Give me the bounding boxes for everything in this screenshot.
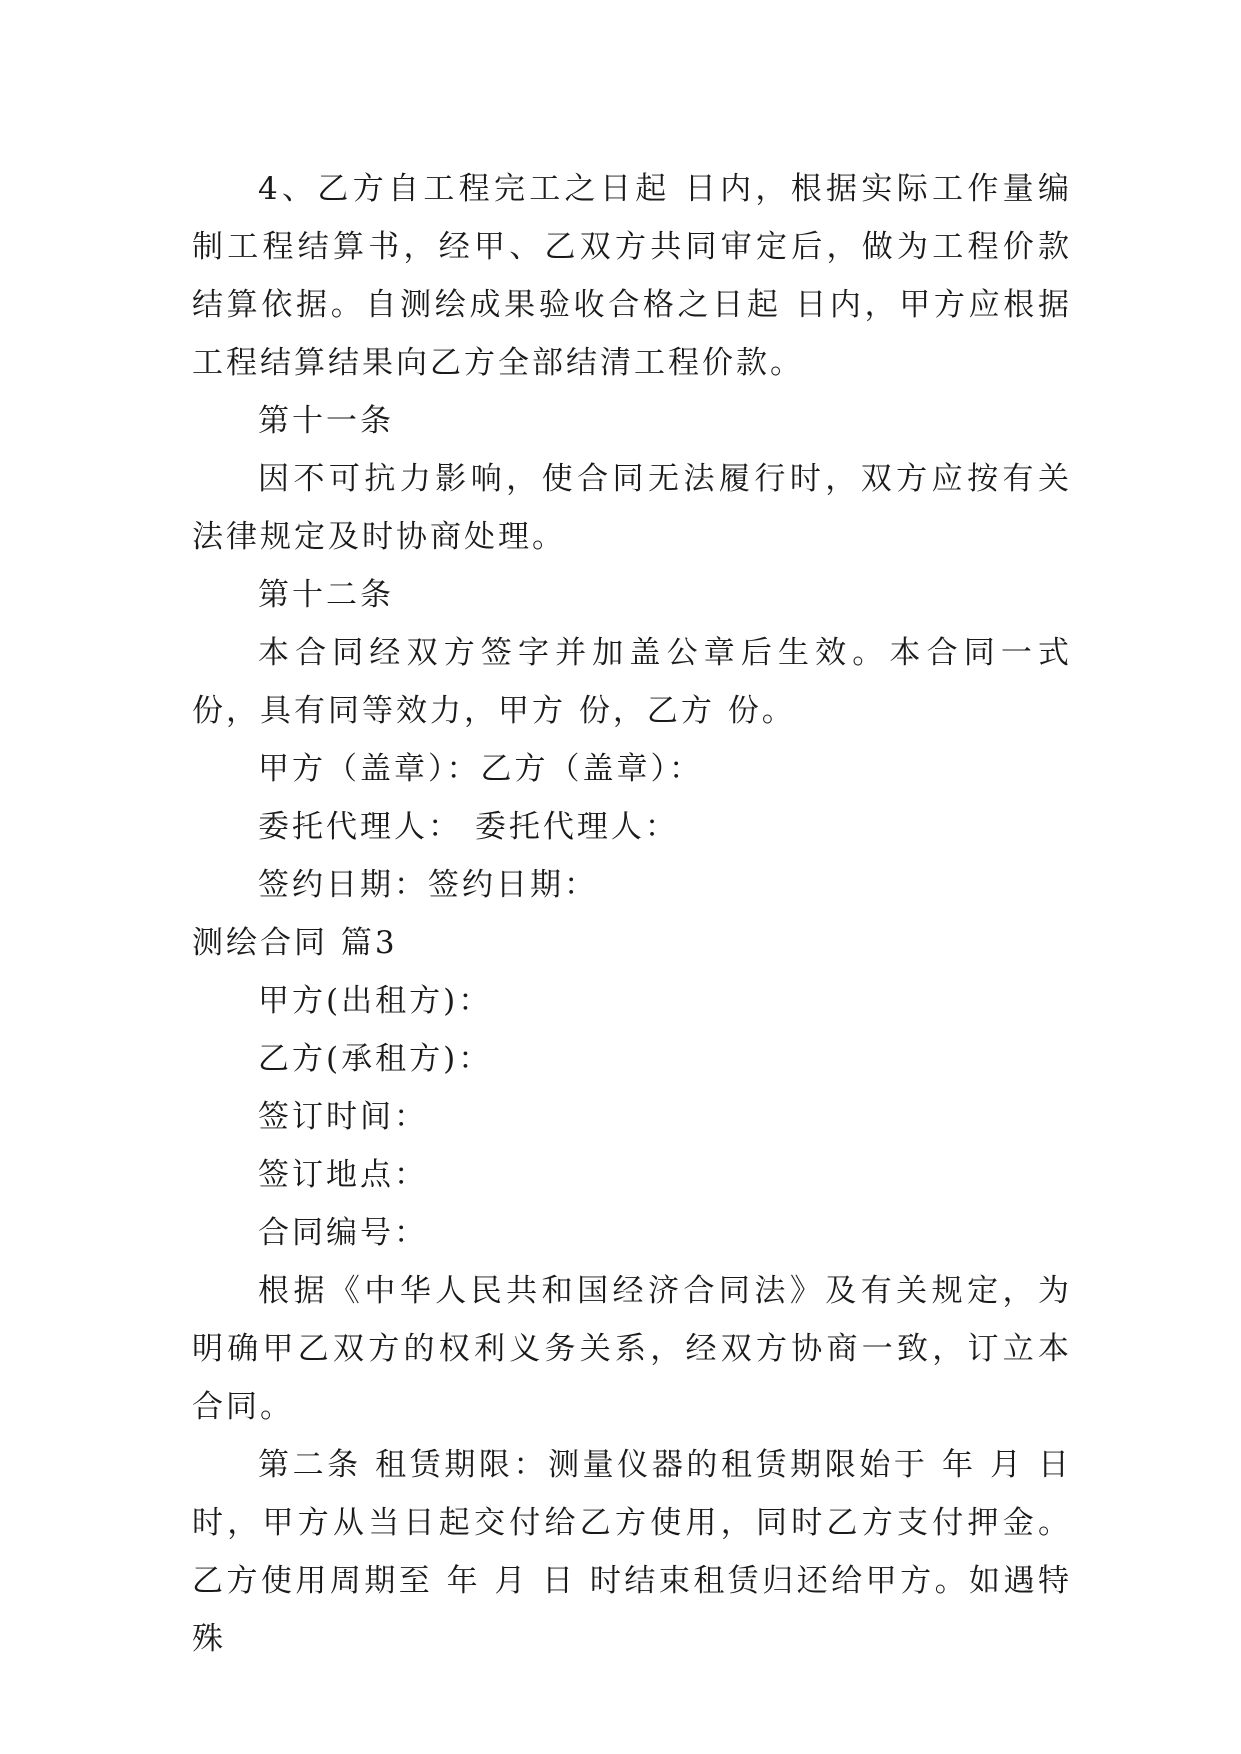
- party-b-line: 乙方(承租方)：: [258, 1041, 493, 1077]
- paragraph-settlement: 4、乙方自工程完工之日起 日内，根据实际工作量编制工程结算书，经甲、乙双方共同审定后，做为工程价款结算依据。自测绘成果验收合格之日起 日内，甲方应根据工程结算结果向乙方全部结清工程价款。: [192, 171, 1072, 381]
- article-12-heading: 第十二条: [258, 577, 394, 613]
- signing-place-line: 签订地点：: [258, 1157, 428, 1193]
- contract-number-line: 合同编号：: [258, 1215, 428, 1251]
- section-title: 测绘合同 篇3: [192, 925, 398, 961]
- signature-seal-line: 甲方（盖章）：乙方（盖章）：: [258, 751, 703, 787]
- paragraph-force-majeure: 因不可抗力影响，使合同无法履行时，双方应按有关法律规定及时协商处理。: [192, 461, 1072, 555]
- paragraph-legal-basis: 根据《中华人民共和国经济合同法》及有关规定，为明确甲乙双方的权利义务关系，经双方协商一致，订立本合同。: [192, 1273, 1072, 1425]
- party-a-line: 甲方(出租方)：: [258, 983, 493, 1019]
- signing-time-line: 签订时间：: [258, 1099, 428, 1135]
- signature-date-line: 签约日期：签约日期：: [258, 867, 598, 903]
- paragraph-article-2-lease-term: 第二条 租赁期限：测量仪器的租赁期限始于 年 月 日 时，甲方从当日起交付给乙方使用，同时乙方支付押金。乙方使用周期至 年 月 日 时结束租赁归还给甲方。如遇特殊: [192, 1447, 1072, 1657]
- paragraph-effectiveness: 本合同经双方签字并加盖公章后生效。本合同一式 份，具有同等效力，甲方 份，乙方 份。: [192, 635, 1072, 729]
- document-body: [192, 160, 1072, 1668]
- signature-agent-line: 委托代理人： 委托代理人：: [258, 809, 679, 845]
- article-11-heading: 第十一条: [258, 403, 394, 439]
